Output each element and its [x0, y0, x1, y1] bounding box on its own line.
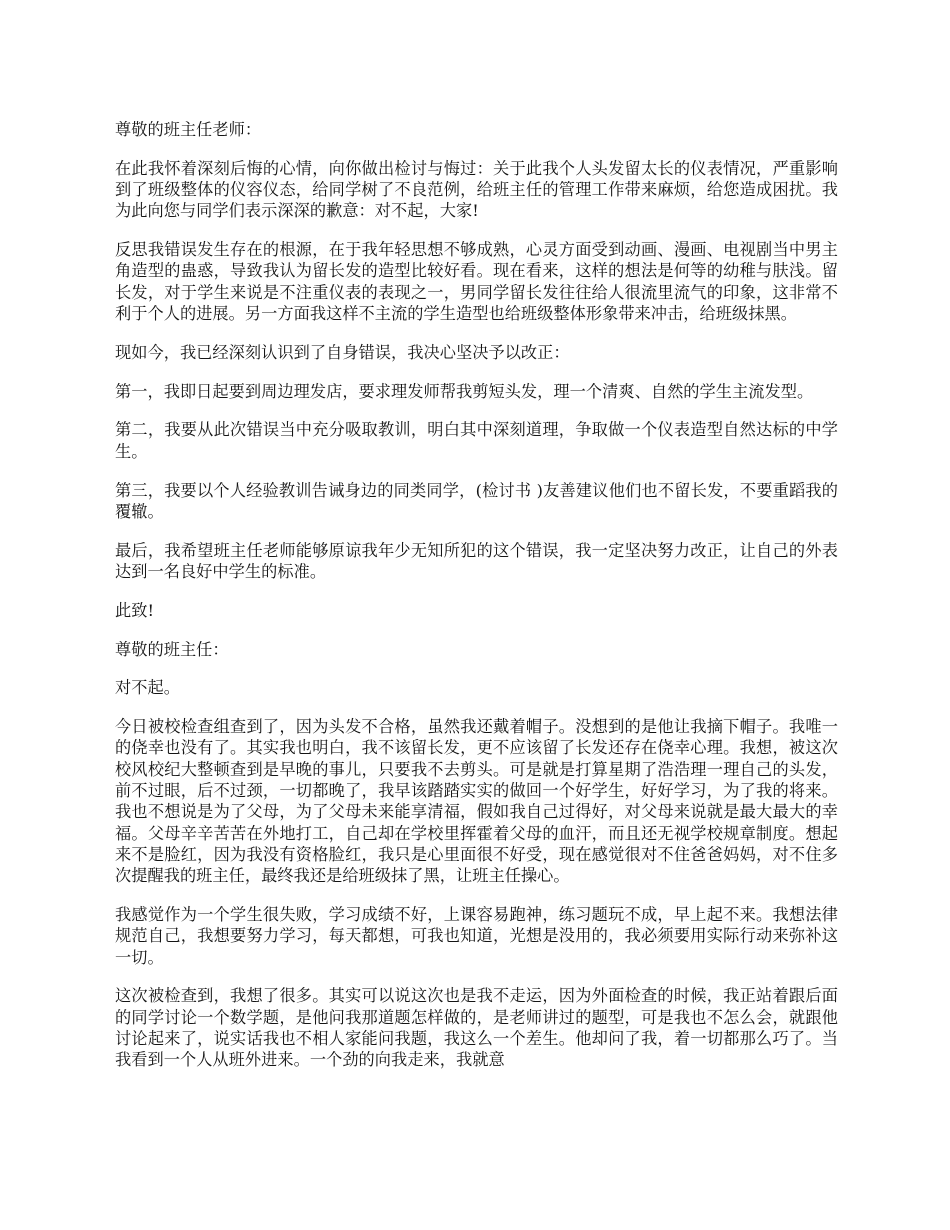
paragraph-reflection: 反思我错误发生存在的根源，在于我年轻思想不够成熟，心灵方面受到动画、漫画、电视剧当中男主角造型的蛊惑，导致我认为留长发的造型比较好看。现在看来，这样的想法是何等的幼稚与肤浅。留长发，对于学生来说是不注重仪表的表现之一，男同学留长发往往给人很流里流气的印象，这非常不利于个人的进展。另一方面我这样不主流的学生造型也给班级整体形象带来冲击，给班级抹黑。: [115, 240, 838, 324]
paragraph-inspection: 这次被检查到，我想了很多。其实可以说这次也是我不走运，因为外面检查的时候，我正站着跟后面的同学讨论一个数学题，是他问我那道题怎样做的，是老师讲过的题型，可是我也不怎么会，就跟他讨论起来了，说实话我也不相人家能问我题，我这么一个差生。他却问了我，着一切都那么巧了。当我看到一个人从班外进来。一个劲的向我走来，我就意: [115, 986, 838, 1070]
paragraph-failure: 我感觉作为一个学生很失败，学习成绩不好，上课容易跑神，练习题玩不成，早上起不来。我想法律规范自己，我想要努力学习，每天都想，可我也知道，光想是没用的，我必须要用实际行动来弥补这一切。: [115, 905, 838, 967]
paragraph-first: 第一，我即日起要到周边理发店，要求理发师帮我剪短头发，理一个清爽、自然的学生主流发型。: [115, 381, 814, 401]
salutation-2: 尊敬的班主任：: [115, 639, 229, 659]
paragraph-resolution: 现如今，我已经深刻认识到了自身错误，我决心坚决予以改正：: [115, 342, 570, 362]
closing-regards: 此致!: [115, 600, 155, 620]
paragraph-third: 第三，我要以个人经验教训告诫身边的同类同学，(检讨书 )友善建议他们也不留长发，不要重蹈我的覆辙。: [115, 480, 838, 521]
salutation-1: 尊敬的班主任老师：: [115, 120, 262, 139]
paragraph-apology: 在此我怀着深刻后悔的心情，向你做出检讨与悔过：关于此我个人头发留太长的仪表情况，严重影响到了班级整体的仪容仪态，给同学树了不良范例，给班主任的管理工作带来麻烦，给您造成困扰。我为此向您与同学们表示深深的歉意：对不起，大家!: [115, 158, 838, 221]
paragraph-sorry: 对不起。: [115, 678, 180, 698]
paragraph-second: 第二，我要从此次错误当中充分吸取教训，明白其中深刻道理，争取做一个仪表造型自然达标的中学生。: [115, 420, 838, 461]
paragraph-finally: 最后，我希望班主任老师能够原谅我年少无知所犯的这个错误，我一定坚决努力改正，让自己的外表达到一名良好中学生的标准。: [115, 540, 838, 581]
paragraph-incident: 今日被校检查组查到了，因为头发不合格，虽然我还戴着帽子。没想到的是他让我摘下帽子。我唯一的侥幸也没有了。其实我也明白，我不该留长发，更不应该留了长发还存在侥幸心理。我想，被这次校风校纪大整顿查到是早晚的事儿，只要我不去剪头。可是就是打算星期了浩浩理一理自己的头发，前不过眼，后不过颈，一切都晚了，我早该踏踏实实的做回一个好学生，好好学习，为了我的将来。我也不想说是为了父母，为了父母未来能享清福，假如我自己过得好，对父母来说就是最大最大的幸福。父母辛辛苦苦在外地打工，自己却在学校里挥霍着父母的血汗，而且还无视学校规章制度。想起来不是脸红，因为我没有资格脸红，我只是心里面很不好受，现在感觉很对不住爸爸妈妈，对不住多次提醒我的班主任，最终我还是给班级抹了黑，让班主任操心。: [115, 717, 838, 886]
document-body: [115, 119, 838, 1088]
